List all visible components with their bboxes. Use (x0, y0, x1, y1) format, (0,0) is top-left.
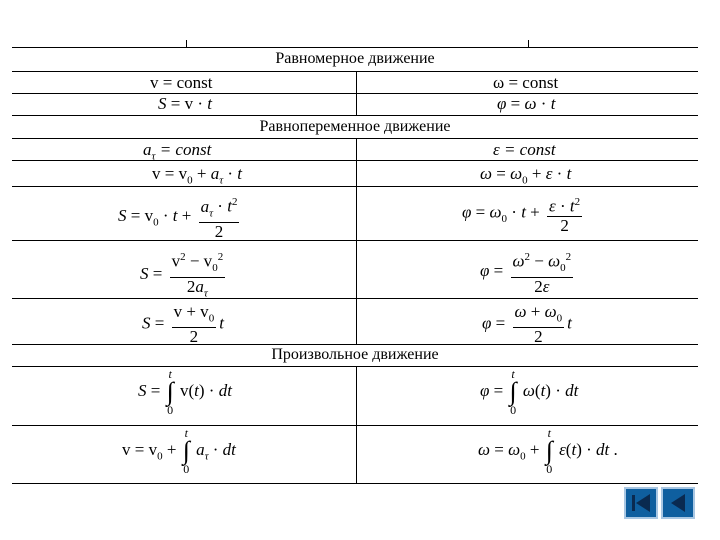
previous-slide-button[interactable] (661, 487, 695, 519)
first-slide-button[interactable] (624, 487, 658, 519)
formula-v-const: v = const (150, 73, 213, 92)
column-divider (356, 366, 357, 483)
row-divider (12, 186, 698, 187)
formula-omega-omega0-et: $\omega = \omega_0 + \varepsilon \cdot t$ (480, 164, 572, 187)
formula-omega-const: ω = const (493, 73, 559, 92)
formula-phi-omega0t-et2: $\varphi = \omega_0 \cdot t$ + $\frac{\varepsilon \cdot t^2}{2}$ (462, 193, 585, 235)
column-divider (186, 40, 187, 48)
row-divider (12, 298, 698, 299)
formula-omega-integral-epsilon: $\omega = \omega_0$ + t ∫ 0 ε(t) · dt . (478, 426, 618, 476)
formula-v-v0-at: $v = v_0 + a_\tau \cdot t$ (152, 164, 243, 187)
row-divider (12, 115, 698, 116)
formula-s-v2-v02: S = $\frac{v^2 - v_0^2}{2a_\tau}$ (140, 248, 228, 302)
table-bottom-border (12, 483, 698, 484)
row-divider (12, 71, 698, 72)
section-uniform-motion: Равномерное движение (275, 50, 435, 67)
section-arbitrary-motion: Произвольное движение (271, 346, 439, 363)
row-divider (12, 138, 698, 139)
column-divider (356, 138, 357, 344)
formula-s-avg-v: S = $\frac{v + v_0}{2}$ t (142, 302, 224, 347)
formula-phi-w2-w02: φ = $\frac{\omega^2 - \omega_0^2}{2\varepsilon}$ (480, 248, 576, 296)
row-divider (12, 366, 698, 367)
row-divider (12, 240, 698, 241)
skip-back-icon (632, 495, 635, 511)
formula-s-vt: S = v · t (158, 94, 212, 113)
formula-v-integral-a: $v = v_0$ + t ∫ 0 $a_\tau$ · dt (122, 426, 236, 476)
column-divider (528, 40, 529, 48)
formula-s-integral-v: S = t ∫ 0 v(t) · dt (138, 367, 232, 417)
row-divider (12, 93, 698, 94)
row-divider (12, 425, 698, 426)
formula-s-v0t-at2: $S = v_0 \cdot t$ + $\frac{a_\tau \cdot t^2}{2}$ (118, 193, 242, 241)
formula-phi-avg-omega: φ = $\frac{\omega + \omega_0}{2}$ t (482, 302, 572, 347)
row-divider (12, 344, 698, 345)
row-divider (12, 160, 698, 161)
column-divider (356, 71, 357, 115)
formula-epsilon-const: ε = const (493, 140, 556, 159)
formula-phi-integral-omega: φ = t ∫ 0 ω(t) · dt (480, 367, 579, 417)
table-top-border (12, 47, 698, 48)
formula-a-tau-const: $a_\tau$ = const (143, 140, 212, 163)
section-uniformly-variable-motion: Равнопеременное движение (259, 118, 451, 135)
formula-phi-omega-t: φ = ω · t (497, 94, 556, 113)
back-arrow-icon (671, 494, 685, 512)
